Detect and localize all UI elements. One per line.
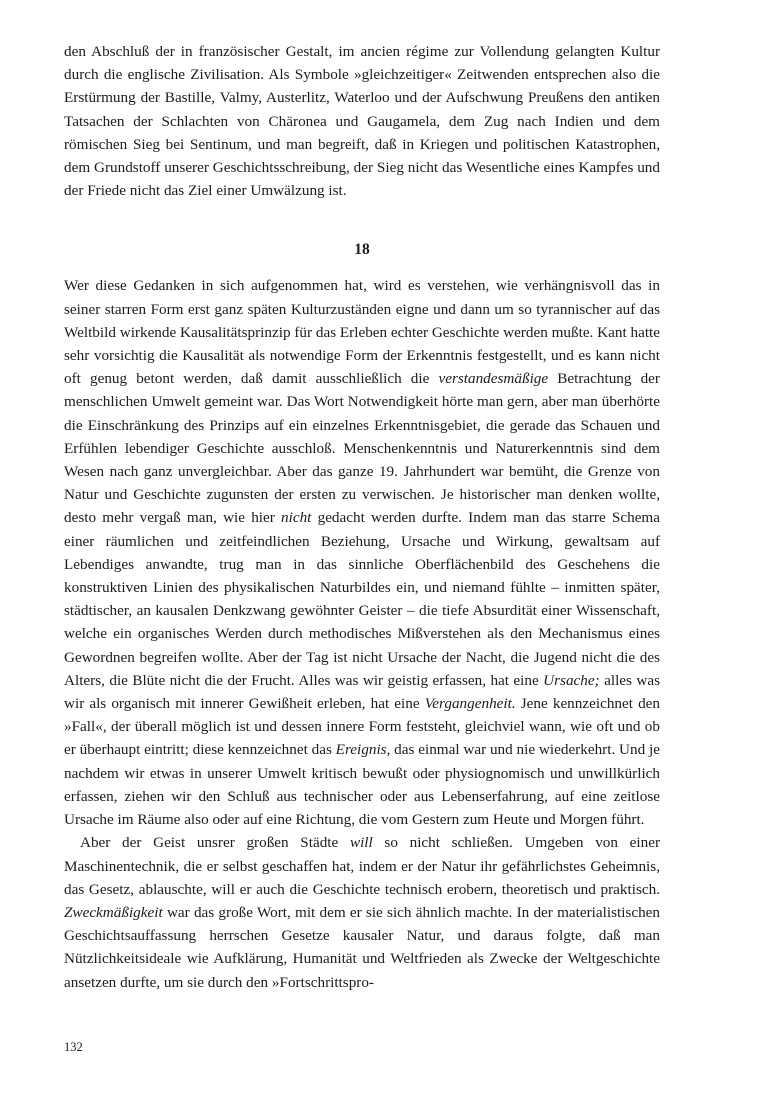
- paragraph-causality: [64, 274, 660, 831]
- text-run: Wer diese Gedanken in sich aufgenommen hat, wird es verstehen, wie verhängnisvoll das in seiner starren Form erst ganz späten Kulturzuständen eigne und dann um so tyrannischer auf das Weltbild wirkende Kausalitätsprinzip für das Erleben echter Geschichte werden mußte. Kant hatte sehr vorsichtig die Kausalität als notwendige Form der Erkenntnis festgestellt, und es kann nicht oft genug betont werden, daß damit ausschließlich die: [64, 277, 660, 388]
- text-run: war das große Wort, mit dem er sie sich ähnlich machte. In der materialistischen Geschichtsauffassung herrschen Gesetze kausaler Natur, und daraus folgte, daß man Nützlichkeitsideale wie Aufklärung, Humanität und Weltfrieden als Zwecke der Weltgeschichte ansetzen durfte, um sie durch den »Fortschrittspro-: [64, 903, 660, 991]
- text-run: Jene kennzeichnet den »Fall«, der überall möglich ist und dessen innere Form feststeht, gleichviel wann, wie oft und ob er überhaupt eintritt; diese kennzeichnet das: [64, 695, 660, 759]
- emphasis-will: will: [349, 834, 373, 852]
- text-run: so nicht schließen. Umgeben von einer Maschinentechnik, die er selbst geschaffen hat, indem er der Natur ihr gefährlichstes Geheimnis, das Gesetz, ablauschte, will er auch die Geschichte technisch erobern, theoretisch und praktisch.: [64, 834, 660, 898]
- text-run: gedacht werden durfte. Indem man das starre Schema einer räumlichen und zeitfeindlichen Beziehung, Ursache und Wirkung, gewaltsam auf Lebendiges anwandte, trug man in das sinnliche Oberflächenbild des Geschehens die konstruktiven Linien des physikalischen Naturbildes ein, und niemand fühlte – inmitten später, städtischer, an kausalen Denkzwang gewöhnter Geister – die tiefe Absurdität einer Wissenschaft, welche ein organisches Werden durch methodisches Mißverstehen als den Mechanismus eines Gewordnen begreifen wollte. Aber der Tag ist nicht Ursache der Nacht, die Jugend nicht die des Alters, die Blüte nicht die der Frucht. Alles was wir geistig erfassen, hat eine: [64, 509, 660, 689]
- emphasis-zweckmaessigkeit: Zweckmäßigkeit: [64, 903, 163, 921]
- emphasis-ursache: Ursache;: [543, 671, 600, 689]
- page-number: 132: [64, 1040, 83, 1054]
- paragraph-cities: [64, 831, 660, 993]
- emphasis-ereignis: Ereignis,: [335, 741, 391, 759]
- text-run: alles was wir als organisch mit innerer Gewißheit erleben, hat eine: [64, 671, 661, 713]
- page-body: [64, 40, 660, 994]
- text-run: Betrachtung der menschlichen Umwelt gemeint war. Das Wort Notwendigkeit hörte man gern, aber man überhörte die Einschränkung des Prinzips auf ein einzelnes Erkenntnisgebiet, die gerade das Schauen und Erfühlen lebendiger Geschichte ausschloß. Menschenkenntnis und Naturerkenntnis sind dem Wesen nach ganz unvergleichbar. Aber das ganze 19. Jahrhundert war bemüht, die Grenze von Natur und Geschichte zugunsten der ersten zu verwischen. Je historischer man denken wollte, desto mehr vergaß man, wie hier: [64, 370, 660, 527]
- text-run: das einmal war und nie wiederkehrt. Und je nachdem wir etwas in unserer Umwelt kritisch bewußt oder physiognomisch und unwillkürlich erfassen, ziehen wir den Schluß aus technischer oder aus Lebenserfahrung, auf eine zeitlose Ursache im Räume also oder auf eine Richtung, die vom Gestern zum Heute und Morgen führt.: [64, 741, 660, 829]
- text-run: Aber der Geist unsrer großen Städte: [80, 834, 350, 852]
- paragraph-continuation: den Abschluß der in französischer Gestalt, im ancien régime zur Vollendung gelangten Kultur durch die englische Zivilisation. Als Symbole »gleichzeitiger« Zeitwenden entsprechen also die Erstürmung der Bastille, Valmy, Austerlitz, Waterloo und der Aufschwung Preußens den antiken Tatsachen der Schlachten von Chäronea und Gaugamela, dem Zug nach Indien und dem römischen Sieg bei Sentinum, und man begreift, daß in Kriegen und politischen Katastrophen, dem Grundstoff unserer Geschichtsschreibung, der Sieg nicht das Wesentliche eines Kampfes und der Friede nicht das Ziel einer Umwälzung ist.: [64, 43, 660, 200]
- emphasis-verstandesmaessige: verstandesmäßige: [438, 370, 549, 388]
- section-heading: 18: [354, 241, 370, 259]
- emphasis-vergangenheit: Vergangenheit.: [424, 695, 516, 713]
- emphasis-nicht: nicht: [281, 509, 312, 527]
